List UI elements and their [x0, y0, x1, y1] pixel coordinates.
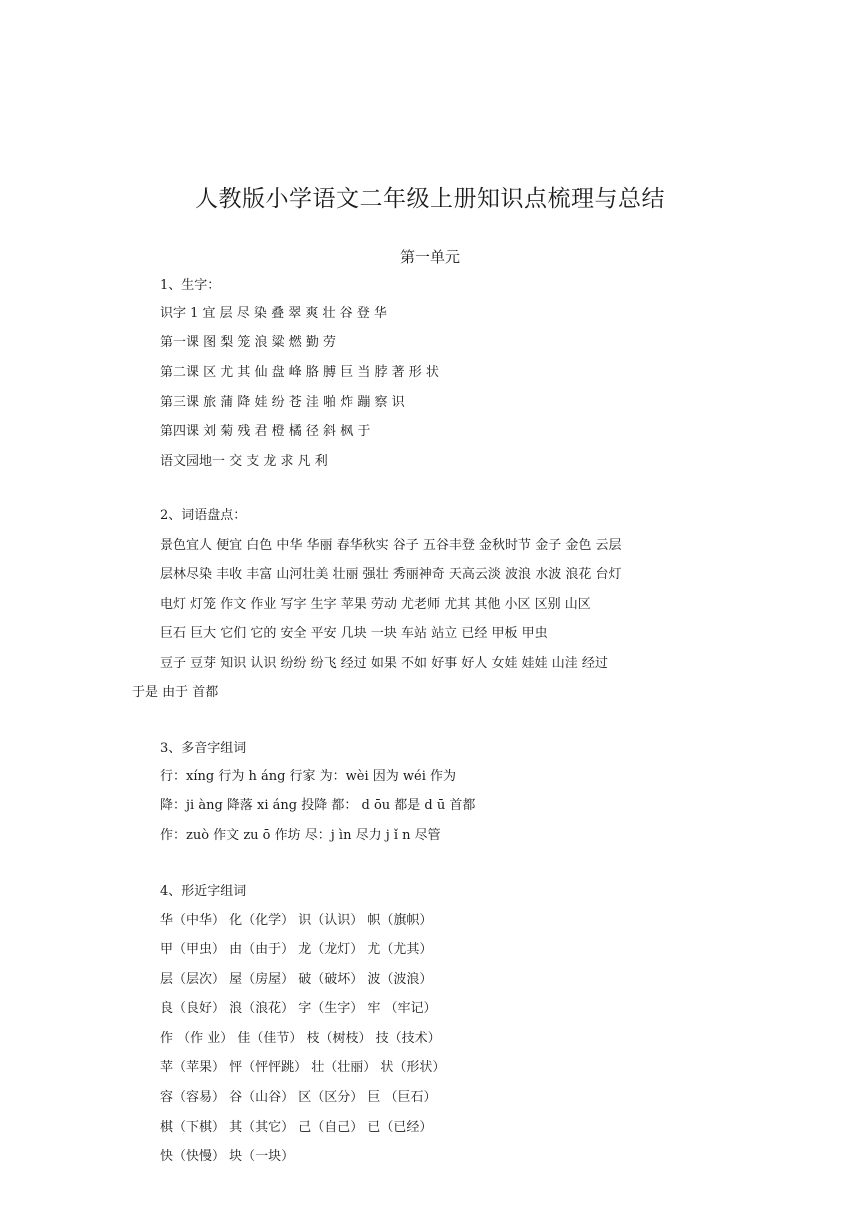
- section-heading-word-review: 2、词语盘点：: [160, 508, 247, 523]
- text-line: 层（层次） 屋（房屋） 破（破坏） 波（波浪）: [160, 972, 433, 987]
- text-line: 快（快慢） 块（一块）: [160, 1149, 295, 1164]
- text-line: 巨石 巨大 它们 它的 安全 平安 几块 一块 车站 站立 已经 甲板 甲虫: [160, 626, 548, 641]
- section-heading-new-characters: 1、生字：: [160, 278, 221, 293]
- text-line: 第四课 刘 菊 残 君 橙 橘 径 斜 枫 于: [160, 424, 371, 439]
- text-line: 电灯 灯笼 作文 作业 写字 生字 苹果 劳动 尤老师 尤其 其他 小区 区别 山区: [160, 597, 591, 612]
- text-line: 景色宜人 便宜 白色 中华 华丽 春华秋实 谷子 五谷丰登 金秋时节 金子 金色 云层: [160, 538, 622, 553]
- text-line: 良（良好） 浪（浪花） 字（生字） 牢 （牢记）: [160, 1001, 437, 1016]
- text-line: 第三课 旅 蒲 降 娃 纷 苍 洼 啪 炸 蹦 察 识: [160, 395, 405, 410]
- text-line: 识字 1 宜 层 尽 染 叠 翠 爽 壮 谷 登 华: [160, 306, 387, 321]
- text-line: 第二课 区 尤 其 仙 盘 峰 胳 膊 巨 当 脖 著 形 状: [160, 365, 439, 380]
- text-line: 容（容易） 谷（山谷） 区（区分） 巨 （巨石）: [160, 1090, 437, 1105]
- text-line: 行：xíng 行为 h áng 行家 为：wèi 因为 wéi 作为: [160, 769, 457, 784]
- text-line: 华（中华） 化（化学） 识（认识） 帜（旗帜）: [160, 913, 433, 928]
- text-line: 苹（苹果） 怦（怦怦跳） 壮（壮丽） 状（形状）: [160, 1060, 446, 1075]
- unit-heading: 第一单元: [399, 248, 460, 266]
- section-heading-similar-characters: 4、形近字组词: [160, 884, 247, 899]
- section-heading-polyphones: 3、多音字组词: [160, 741, 247, 756]
- text-line: 棋（下棋） 其（其它） 己（自己） 已（已经）: [160, 1120, 433, 1135]
- text-line: 语文园地一 交 支 龙 求 凡 利: [160, 454, 328, 469]
- text-line: 第一课 图 梨 笼 浪 粱 燃 勤 劳: [160, 335, 337, 350]
- text-line: 作 （作 业） 佳（佳节） 枝（树枝） 技（技术）: [160, 1031, 441, 1046]
- text-line: 降：ji àng 降落 xi áng 投降 都： d ōu 都是 d ū 首都: [160, 798, 476, 813]
- text-line: 作：zuò 作文 zu ō 作坊 尽：j ìn 尽力 j ǐ n 尽管: [160, 828, 441, 843]
- text-line: 甲（甲虫） 由（由于） 龙（龙灯） 尤（尤其）: [160, 942, 433, 957]
- text-line: 于是 由于 首都: [132, 685, 219, 700]
- document-title: 人教版小学语文二年级上册知识点梳理与总结: [195, 186, 665, 212]
- text-line: 豆子 豆芽 知识 认识 纷纷 纷飞 经过 如果 不如 好事 好人 女娃 娃娃 山洼 经过: [160, 656, 608, 671]
- text-line: 层林尽染 丰收 丰富 山河壮美 壮丽 强壮 秀丽神奇 天高云淡 波浪 水波 浪花 台灯: [160, 567, 622, 582]
